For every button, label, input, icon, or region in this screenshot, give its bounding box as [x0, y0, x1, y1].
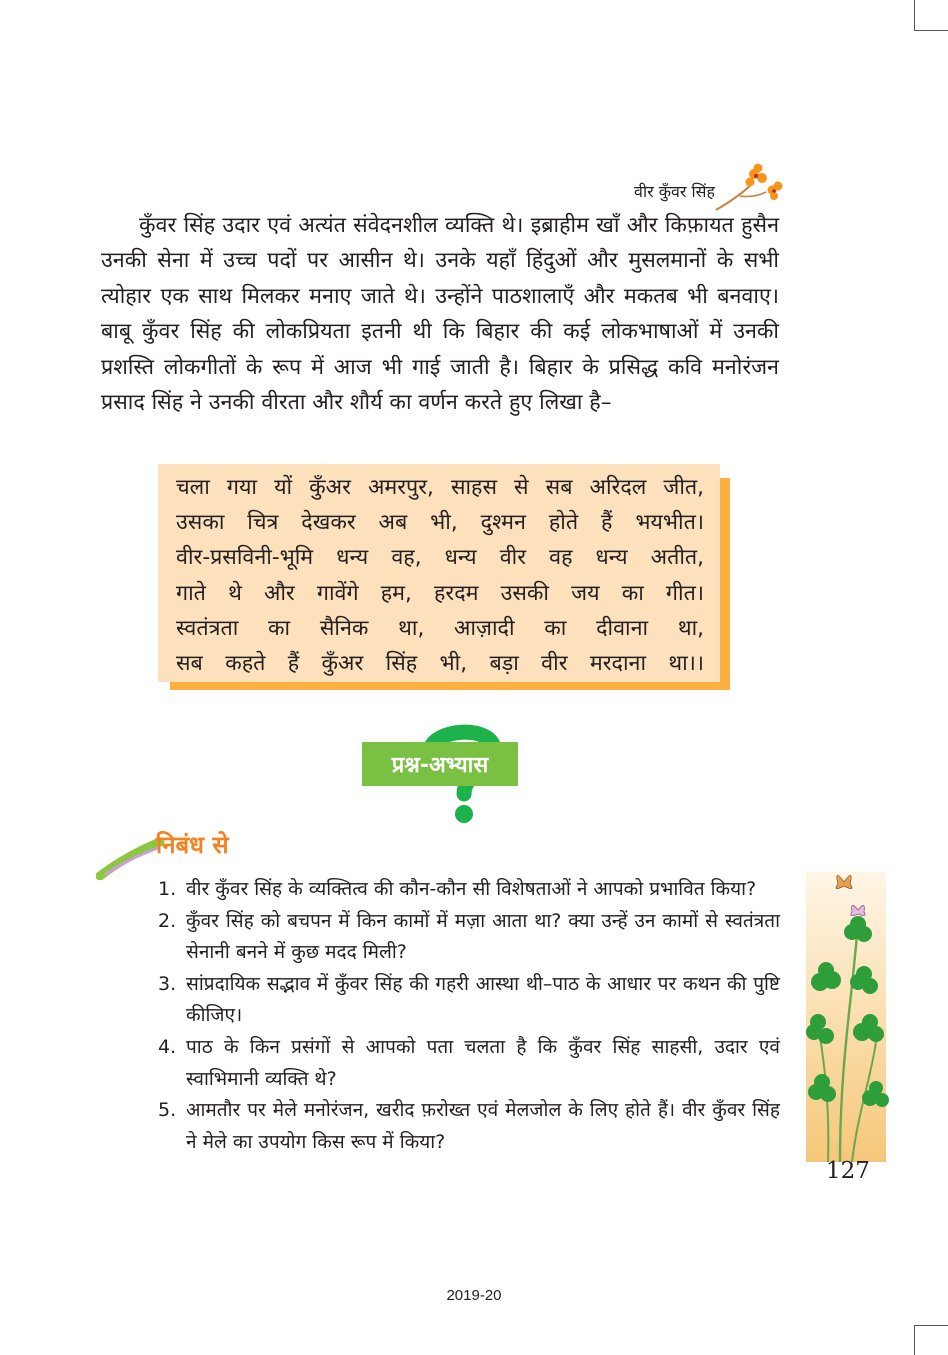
crop-mark [914, 30, 948, 31]
question-item [158, 1095, 780, 1158]
question-text: सांप्रदायिक सद्भाव में कुँवर सिंह की गहरी आस्था थी–पाठ के आधार पर कथन की पुष्टि कीजिए। [186, 972, 780, 1027]
question-text: पाठ के किन प्रसंगों से आपको पता चलता है कि कुँवर सिंह साहसी, उदार एवं स्वाभिमानी व्यक्ति थे? [186, 1035, 780, 1090]
crop-mark [914, 1325, 915, 1355]
poem-line: सब कहते हैं कुँअर सिंह भी, बड़ा वीर मरदाना था।। [176, 650, 704, 676]
question-item [158, 969, 780, 1032]
poem-line: गाते थे और गावेंगे हम, हरदम उसकी जय का गीत। [176, 580, 704, 606]
body-paragraph-text: कुँवर सिंह उदार एवं अत्यंत संवेदनशील व्यक्ति थे। इब्राहीम खाँ और किफ़ायत हुसैन उनकी सेना में उच्च पदों पर आसीन थे। उनके यहाँ हिंदुओं और मुसलमानों के सभी त्योहार एक साथ मिलकर मनाए जाते थे। उन्होंने पाठशालाएँ और मकतब भी बनवाए। बाबू कुँवर सिंह की लोकप्रियता इतनी थी कि बिहार की कई लोकभाषाओं में उनकी प्रशस्ति लोकगीतों के रूप में आज भी गाई जाती है। बिहार के प्रसिद्ध कवि मनोरंजन प्रसाद सिंह ने उनकी वीरता और शौर्य का वर्णन करते हुए लिखा है– [101, 213, 779, 416]
question-list [158, 874, 780, 1158]
poem-line: वीर-प्रसविनी-भूमि धन्य वह, धन्य वीर वह धन्य अतीत, [176, 545, 704, 571]
question-text: कुँवर सिंह को बचपन में किन कामों में मज़ा आता था? क्या उन्हें उन कामों से स्वतंत्रता सेनानी बनने में कुछ मदद मिली? [186, 909, 780, 964]
question-item [158, 906, 780, 969]
question-number: 4. [158, 1035, 177, 1058]
question-number: 5. [158, 1099, 177, 1122]
question-number: 1. [158, 878, 177, 900]
poem-line: उसका चित्र देखकर अब भी, दुश्मन होते हैं भयभीत। [176, 510, 704, 536]
crop-mark [914, 0, 915, 30]
question-item [158, 874, 780, 906]
chapter-title: वीर कुँवर सिंह [634, 182, 715, 201]
poem-line: स्वतंत्रता का सैनिक था, आज़ादी का दीवाना था, [176, 615, 704, 641]
page-number: 127 [826, 1158, 870, 1184]
exercise-badge: प्रश्न-अभ्यास [362, 742, 518, 786]
section-heading: निबंध से [156, 831, 229, 859]
poem-line: चला गया यों कुँअर अमरपुर, साहस से सब अरिदल जीत, [176, 475, 704, 500]
crop-mark [914, 1325, 948, 1326]
footer-year: 2019-20 [446, 1287, 502, 1304]
question-text: आमतौर पर मेले मनोरंजन, खरीद फ़रोख्त एवं मेलजोल के लिए होते हैं। वीर कुँवर सिंह ने मेले का उपयोग किस रूप में किया? [186, 1099, 780, 1153]
body-paragraph [101, 208, 779, 420]
question-text: वीर कुँवर सिंह के व्यक्तित्व की कौन-कौन सी विशेषताओं ने आपको प्रभावित किया? [186, 878, 757, 900]
question-number: 2. [158, 909, 177, 932]
question-number: 3. [158, 972, 177, 995]
poem-box [158, 464, 720, 682]
question-item [158, 1032, 780, 1095]
clover-plant-icon [800, 862, 892, 1162]
